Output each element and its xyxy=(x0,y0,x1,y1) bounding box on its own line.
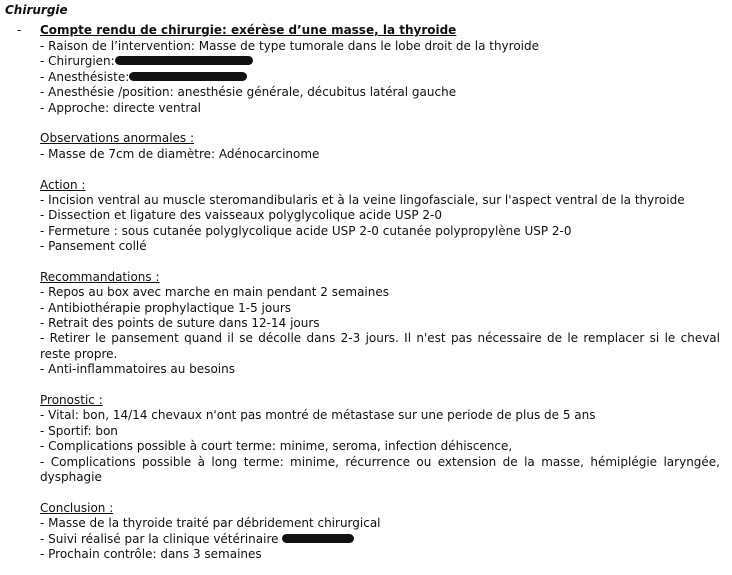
pronostic-item: - Vital: bon, 14/14 chevaux n'ont pas montré de métastase sur une periode de plus de 5 ans xyxy=(40,408,596,423)
recommandations-heading: Recommandations : xyxy=(40,269,160,284)
pronostic-item: - Sportif: bon xyxy=(40,423,118,438)
pronostic-item-long: - Complications possible à long terme: minime, récurrence ou extension de la masse, hémiplégie laryngée, dysphagie xyxy=(40,454,720,484)
observations-heading: Observations anormales : xyxy=(40,131,195,146)
conclusion-item xyxy=(40,532,720,547)
conclusion-suivi-label: - Suivi réalisé par la clinique vétérinaire xyxy=(40,531,279,546)
intro-anesthesie: - Anesthésie /position: anesthésie générale, décubitus latéral gauche xyxy=(40,85,457,100)
intro-anesthesiste xyxy=(40,70,720,85)
recommandation-item: - Anti-inflammatoires au besoins xyxy=(40,362,235,377)
chirurgien-label: - Chirurgien: xyxy=(40,54,115,69)
action-heading: Action : xyxy=(40,177,86,192)
intro-approche: - Approche: directe ventral xyxy=(40,100,201,115)
conclusion-item: - Prochain contrôle: dans 3 semaines xyxy=(40,546,262,561)
conclusion-item: - Masse de la thyroide traité par débridement chirurgical xyxy=(40,516,381,531)
report-body xyxy=(40,39,720,562)
action-item: - Fermeture : sous cutanée polyglycolique acide USP 2-0 cutanée polypropylène USP 2-0 xyxy=(40,223,572,238)
pronostic-heading: Pronostic : xyxy=(40,393,103,408)
pronostic-item: - Complications possible à court terme: minime, seroma, infection déhiscence, xyxy=(40,439,513,454)
redaction-bar xyxy=(282,534,354,543)
recommandation-item-long: - Retirer le pansement quand il se décolle dans 2-3 jours. Il n'est pas nécessaire de le remplacer si le cheval reste propre. xyxy=(40,331,720,361)
bullet-dash: - xyxy=(17,23,22,37)
intro-chirurgien xyxy=(40,54,720,69)
recommandation-item: - Repos au box avec marche en main pendant 2 semaines xyxy=(40,285,389,300)
redaction-bar xyxy=(115,56,253,65)
intro-raison: - Raison de l’intervention: Masse de type tumorale dans le lobe droit de la thyroide xyxy=(40,39,540,53)
observation-item: - Masse de 7cm de diamètre: Adénocarcinome xyxy=(40,146,320,161)
recommandation-item: - Retrait des points de suture dans 12-14 jours xyxy=(40,316,320,331)
action-item: - Pansement collé xyxy=(40,239,147,254)
section-title: Chirurgie xyxy=(5,3,68,17)
action-item: - Dissection et ligature des vaisseaux polyglycolique acide USP 2-0 xyxy=(40,208,442,223)
recommandation-item: - Antibiothérapie prophylactique 1-5 jours xyxy=(40,300,291,315)
anesthesiste-label: - Anesthésiste: xyxy=(40,69,130,84)
report-title: Compte rendu de chirurgie: exérèse d’une masse, la thyroide xyxy=(40,23,457,37)
redaction-bar xyxy=(129,72,247,81)
action-item: - Incision ventral au muscle steromandibularis et à la veine lingofasciale, sur l'aspect ventral de la thyroide xyxy=(40,192,685,207)
conclusion-heading: Conclusion : xyxy=(40,500,114,515)
